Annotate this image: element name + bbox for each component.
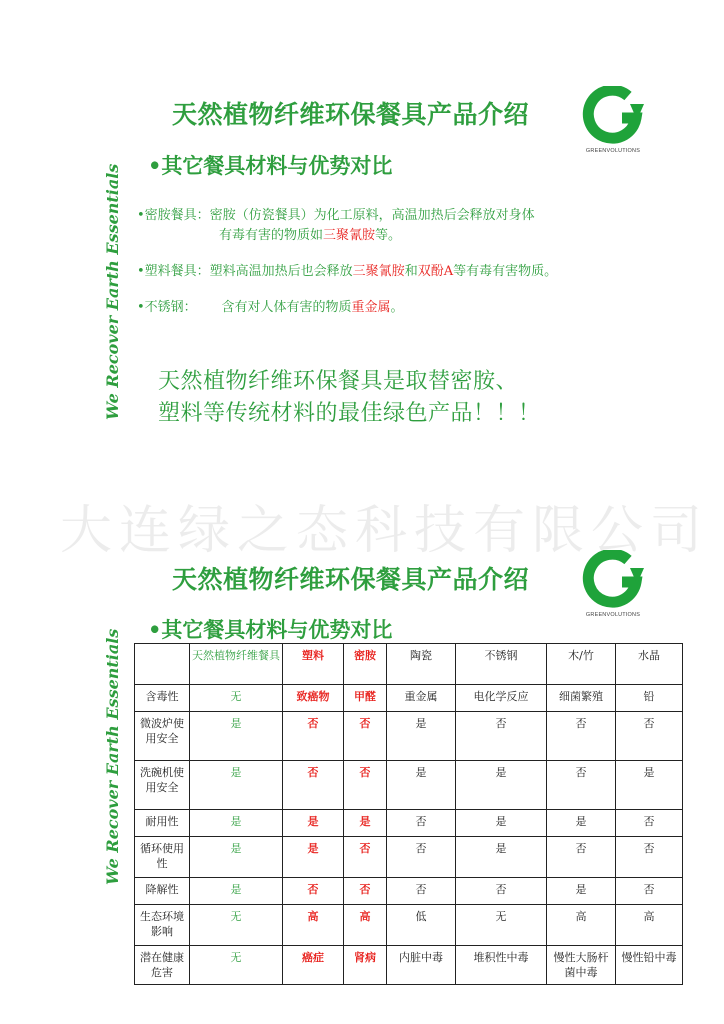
table-cell: 否	[616, 837, 683, 878]
table-cell: 是	[190, 810, 283, 837]
table-cell: 否	[387, 878, 456, 905]
highlight: 重金属	[351, 300, 391, 315]
slide-subtitle: •其它餐具材料与优势对比	[148, 617, 393, 642]
table-cell: 是	[456, 761, 547, 810]
table-cell: 无	[456, 905, 547, 946]
table-cell: 否	[344, 878, 387, 905]
table-header-row	[135, 644, 683, 685]
table-cell: 否	[387, 810, 456, 837]
table-cell: 堆积性中毒	[456, 946, 547, 985]
table-cell: 慢性大肠杆菌中毒	[547, 946, 616, 985]
conclusion-line2: 塑料等传统材料的最佳绿色产品！！！	[158, 401, 541, 426]
slide-title: 天然植物纤维环保餐具产品介绍	[172, 565, 530, 594]
table-cell: 内脏中毒	[387, 946, 456, 985]
table-cell: 是	[283, 810, 344, 837]
table-row-label: 含毒性	[135, 685, 190, 712]
table-cell: 高	[344, 905, 387, 946]
table-row-label: 微波炉使用安全	[135, 712, 190, 761]
table-header-cell: 陶瓷	[387, 644, 456, 685]
greenvolutions-logo	[578, 550, 648, 618]
table-cell: 是	[456, 810, 547, 837]
logo-g-icon	[578, 550, 646, 610]
table-cell: 否	[616, 712, 683, 761]
table-cell: 无	[190, 905, 283, 946]
side-slogan: We Recover Earth Essentials	[103, 628, 122, 885]
table-cell: 电化学反应	[456, 685, 547, 712]
table-cell: 否	[283, 761, 344, 810]
table-cell: 是	[547, 878, 616, 905]
table-cell: 否	[547, 761, 616, 810]
table-cell: 否	[547, 712, 616, 761]
side-slogan: We Recover Earth Essentials	[103, 163, 122, 420]
table-header-cell: 水晶	[616, 644, 683, 685]
table-header-cell: 不锈钢	[456, 644, 547, 685]
table-row-label: 耐用性	[135, 810, 190, 837]
comparison-table	[134, 643, 683, 985]
table-header-cell	[135, 644, 190, 685]
bullet-melamine-line2	[137, 226, 535, 246]
table-header-cell: 木/竹	[547, 644, 616, 685]
highlight: 双酚A	[417, 264, 454, 279]
table-row	[135, 712, 683, 761]
logo-text: GREENVOLUTIONS	[585, 148, 641, 154]
table-cell: 是	[283, 837, 344, 878]
table-header-cell: 塑料	[283, 644, 344, 685]
table-cell: 是	[456, 837, 547, 878]
table-row	[135, 810, 683, 837]
table-cell: 是	[190, 761, 283, 810]
highlight: 三聚氰胺	[323, 228, 376, 243]
text: •不锈钢： 含有对人体有害的物质	[137, 300, 352, 315]
table-row-label: 降解性	[135, 878, 190, 905]
bullet-melamine-line1: •密胺餐具：密胺（仿瓷餐具）为化工原料，高温加热后会释放对身体	[137, 208, 535, 223]
table-row	[135, 837, 683, 878]
table-header-cell: 密胺	[344, 644, 387, 685]
table-cell: 否	[616, 810, 683, 837]
slide-title: 天然植物纤维环保餐具产品介绍	[172, 100, 530, 129]
table-row	[135, 761, 683, 810]
bullet-melamine	[137, 206, 535, 246]
table-row-label: 生态环境影响	[135, 905, 190, 946]
table-cell: 癌症	[283, 946, 344, 985]
table-cell: 是	[547, 810, 616, 837]
table-cell: 低	[387, 905, 456, 946]
table-header-cell: 天然植物纤维餐具	[190, 644, 283, 685]
table-cell: 是	[190, 878, 283, 905]
conclusion	[158, 366, 541, 430]
table-row-label: 潜在健康危害	[135, 946, 190, 985]
table-cell: 重金属	[387, 685, 456, 712]
table-cell: 致癌物	[283, 685, 344, 712]
table-cell: 否	[344, 761, 387, 810]
table-cell: 否	[283, 878, 344, 905]
table-cell: 无	[190, 946, 283, 985]
table-cell: 高	[547, 905, 616, 946]
table-row	[135, 905, 683, 946]
conclusion-line1: 天然植物纤维环保餐具是取替密胺、	[158, 369, 519, 394]
text: 等。	[375, 228, 402, 243]
table-cell: 否	[344, 837, 387, 878]
table-row-label: 洗碗机使用安全	[135, 761, 190, 810]
bullet-steel	[137, 298, 404, 318]
table-cell: 是	[387, 712, 456, 761]
table-cell: 否	[387, 837, 456, 878]
highlight: 三聚氰胺	[352, 264, 405, 279]
table-cell: 肾病	[344, 946, 387, 985]
slide-2	[0, 470, 724, 1024]
table-row	[135, 685, 683, 712]
bullet-plastic	[137, 262, 557, 282]
text: 和	[404, 264, 418, 279]
table-cell: 是	[190, 712, 283, 761]
table-cell: 否	[616, 878, 683, 905]
table-cell: 否	[456, 878, 547, 905]
text: 有毒有害的物质如	[219, 228, 324, 243]
table-cell: 否	[283, 712, 344, 761]
table-cell: 是	[616, 761, 683, 810]
logo-text: GREENVOLUTIONS	[585, 612, 641, 618]
slide-1	[0, 0, 724, 470]
slide-subtitle: •其它餐具材料与优势对比	[148, 153, 393, 178]
table-cell: 无	[190, 685, 283, 712]
logo-g-icon	[578, 86, 646, 146]
table-row-label: 循环使用性	[135, 837, 190, 878]
text: •塑料餐具：塑料高温加热后也会释放	[137, 264, 353, 279]
table-cell: 慢性铅中毒	[616, 946, 683, 985]
table-cell: 高	[283, 905, 344, 946]
table-cell: 是	[344, 810, 387, 837]
table-cell: 甲醛	[344, 685, 387, 712]
table-cell: 铅	[616, 685, 683, 712]
table-cell: 否	[547, 837, 616, 878]
text: 。	[390, 300, 404, 315]
table-cell: 是	[387, 761, 456, 810]
text: 等有毒有害物质。	[453, 264, 558, 279]
table-cell: 是	[190, 837, 283, 878]
watermark: 大连绿之态科技有限公司	[60, 501, 710, 561]
table-row	[135, 878, 683, 905]
table-cell: 否	[344, 712, 387, 761]
greenvolutions-logo	[578, 86, 648, 154]
table-cell: 高	[616, 905, 683, 946]
table-cell: 否	[456, 712, 547, 761]
table-row	[135, 946, 683, 985]
table-cell: 细菌繁殖	[547, 685, 616, 712]
